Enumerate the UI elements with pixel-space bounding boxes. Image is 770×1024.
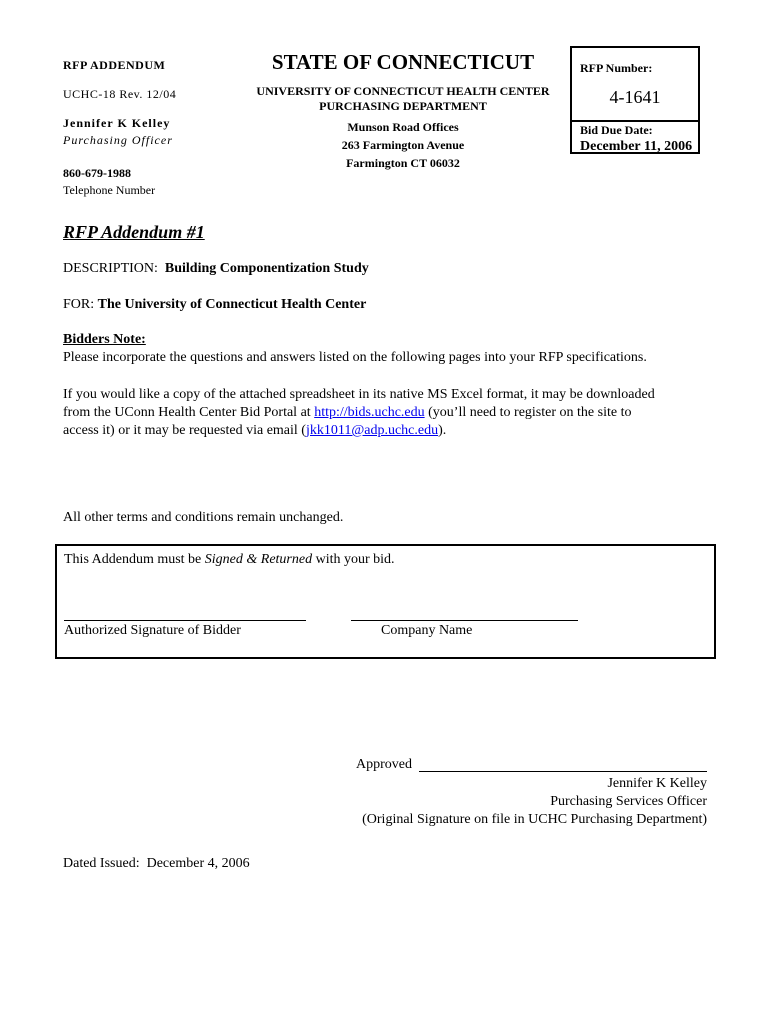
rfp-box-divider bbox=[572, 120, 698, 122]
city-address: Farmington CT 06032 bbox=[346, 156, 460, 170]
signature-instruction bbox=[64, 552, 395, 568]
approver-block bbox=[362, 775, 707, 829]
approver-note: (Original Signature on file in UCHC Purchasing Department) bbox=[362, 812, 707, 827]
addendum-title: RFP Addendum #1 bbox=[63, 222, 205, 242]
paragraph-line-2-b: (you’ll need to register on the site to bbox=[424, 405, 632, 420]
rfp-number: 4-1641 bbox=[609, 87, 661, 107]
form-code: UCHC-18 Rev. 12/04 bbox=[63, 87, 177, 101]
email-link[interactable]: jkk1011@adp.uchc.edu bbox=[305, 423, 439, 438]
department-name: PURCHASING DEPARTMENT bbox=[319, 99, 487, 113]
paragraph-line-1: If you would like a copy of the attached spreadsheet in its native MS Excel format, it may be downloaded bbox=[63, 387, 655, 402]
for-label: FOR: bbox=[63, 297, 95, 312]
approver-name: Jennifer K Kelley bbox=[607, 776, 707, 791]
approved-label: Approved bbox=[356, 757, 412, 772]
description-value: Building Componentization Study bbox=[164, 261, 369, 276]
street-address: 263 Farmington Avenue bbox=[341, 138, 465, 152]
office-name: Munson Road Offices bbox=[347, 120, 459, 134]
paragraph-line-3-a: access it) or it may be requested via email ( bbox=[63, 423, 306, 438]
doc-type: RFP ADDENDUM bbox=[63, 58, 166, 72]
contact-title: Purchasing Officer bbox=[63, 133, 173, 147]
paragraph-line-2 bbox=[63, 404, 655, 422]
approval-signature-line bbox=[419, 771, 707, 772]
date-issued: Dated Issued: December 4, 2006 bbox=[63, 856, 250, 871]
bidders-note-heading: Bidders Note: bbox=[63, 332, 146, 347]
for-line bbox=[63, 297, 366, 313]
sender-block bbox=[63, 58, 263, 198]
rfp-info-box bbox=[570, 46, 700, 154]
instruction-b: with your bid. bbox=[312, 552, 395, 567]
instruction-a: This Addendum must be bbox=[64, 552, 205, 567]
paragraph-line-3 bbox=[63, 422, 655, 440]
agency-block bbox=[244, 50, 562, 172]
spreadsheet-paragraph bbox=[63, 386, 655, 440]
instruction-emphasis: Signed & Returned bbox=[204, 552, 313, 567]
rfp-number-label: RFP Number: bbox=[580, 61, 653, 75]
terms-unchanged: All other terms and conditions remain unchanged. bbox=[63, 510, 344, 525]
description-line bbox=[63, 261, 369, 277]
due-date-label: Bid Due Date: bbox=[580, 123, 653, 137]
for-value: The University of Connecticut Health Center bbox=[97, 297, 367, 312]
due-date: December 11, 2006 bbox=[580, 139, 693, 154]
bidder-signature-line[interactable] bbox=[64, 620, 306, 621]
approver-title: Purchasing Services Officer bbox=[550, 794, 707, 809]
contact-name: Jennifer K Kelley bbox=[63, 116, 171, 130]
state-title: STATE OF CONNECTICUT bbox=[271, 50, 535, 74]
paragraph-line-3-b: ). bbox=[438, 423, 447, 438]
company-name-label: Company Name bbox=[381, 623, 473, 638]
bidder-signature-label: Authorized Signature of Bidder bbox=[64, 623, 241, 638]
institution-name: UNIVERSITY OF CONNECTICUT HEALTH CENTER bbox=[256, 84, 550, 98]
company-name-line[interactable] bbox=[351, 620, 578, 621]
bid-portal-link[interactable]: http://bids.uchc.edu bbox=[314, 405, 425, 420]
description-label: DESCRIPTION: bbox=[63, 261, 158, 276]
phone-label: Telephone Number bbox=[63, 183, 156, 197]
signature-box bbox=[55, 544, 716, 659]
paragraph-line-2-a: from the UConn Health Center Bid Portal at bbox=[63, 405, 315, 420]
phone-number: 860-679-1988 bbox=[63, 166, 131, 180]
bidders-note-text: Please incorporate the questions and answers listed on the following pages into your RFP specifications. bbox=[63, 350, 647, 365]
